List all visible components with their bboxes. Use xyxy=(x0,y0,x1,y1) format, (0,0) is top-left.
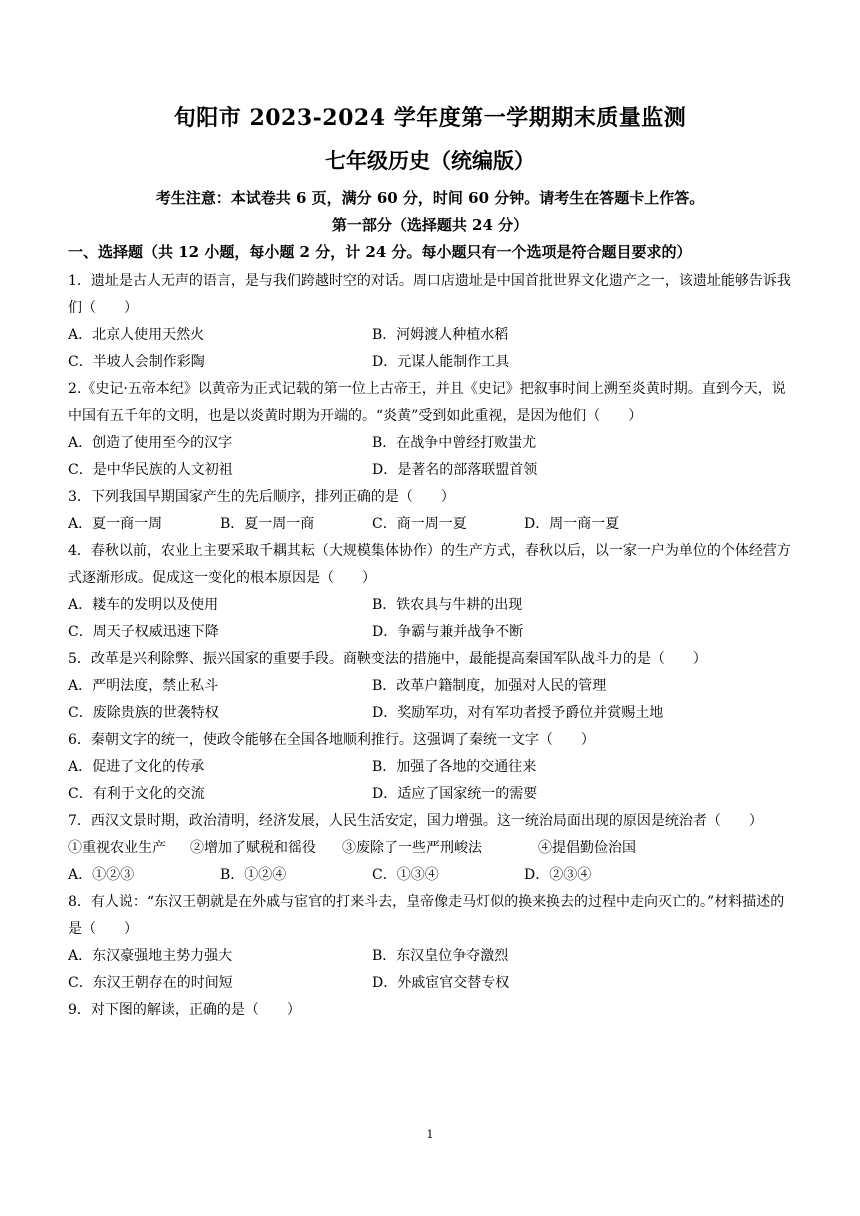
question-2-option-c[interactable]: C．是中华民族的人文初祖 xyxy=(68,462,233,478)
question-8-option-c[interactable]: C．东汉王朝存在的时间短 xyxy=(68,975,233,991)
question-7-options-row xyxy=(68,862,798,889)
question-6-options-row-2 xyxy=(68,781,798,808)
question-7-option-d[interactable]: D．②③④ xyxy=(524,867,592,883)
question-2-options-row-1 xyxy=(68,430,798,457)
question-2-option-d[interactable]: D．是著名的部落联盟首领 xyxy=(372,462,538,478)
question-8-option-d[interactable]: D．外戚宦官交替专权 xyxy=(372,975,510,991)
question-7-item-4: ④提倡勤俭治国 xyxy=(538,840,636,856)
question-7-item-2: ②增加了赋税和徭役 xyxy=(190,840,316,856)
question-2-option-b[interactable]: B．在战争中曾经打败蚩尤 xyxy=(372,435,537,451)
question-9-stem: 9．对下图的解读，正确的是（ ） xyxy=(68,1002,301,1018)
question-6-option-c[interactable]: C．有利于文化的交流 xyxy=(68,786,205,802)
question-3-option-d[interactable]: D．周一商一夏 xyxy=(524,516,620,532)
question-1-option-b[interactable]: B．河姆渡人种植水稻 xyxy=(372,327,509,343)
question-1-options-row-1 xyxy=(68,322,798,349)
question-4-option-d[interactable]: D．争霸与兼并战争不断 xyxy=(372,624,524,640)
question-8-stem: 8．有人说：“东汉王朝就是在外戚与宦官的打来斗去，皇帝像走马灯似的换来换去的过程中走向灭亡的。”材料描述的是（ ） xyxy=(68,894,785,937)
exam-notice: 考生注意：本试卷共 6 页，满分 60 分，时间 60 分钟。请考生在答题卡上作答。 xyxy=(155,189,705,207)
question-6-option-a[interactable]: A．促进了文化的传承 xyxy=(68,759,205,775)
question-7-stem: 7．西汉文景时期，政治清明，经济发展，人民生活安定，国力增强。这一统治局面出现的原因是统治者（ ） xyxy=(68,813,763,829)
question-1-options-row-2 xyxy=(68,349,798,376)
question-7-option-b[interactable]: B．①②④ xyxy=(220,867,287,883)
question-8-options-row-2 xyxy=(68,970,798,997)
question-7-option-c[interactable]: C．①③④ xyxy=(372,867,439,883)
question-5-option-d[interactable]: D．奖励军功，对有军功者授予爵位并赏赐土地 xyxy=(372,705,664,721)
question-8-option-b[interactable]: B．东汉皇位争夺激烈 xyxy=(372,948,509,964)
question-7-item-1: ①重视农业生产 xyxy=(68,840,166,856)
question-4-option-b[interactable]: B．铁农具与牛耕的出现 xyxy=(372,597,523,613)
question-4-option-c[interactable]: C．周天子权威迅速下降 xyxy=(68,624,219,640)
section-heading: 一、选择题（共 12 小题，每小题 2 分，计 24 分。每小题只有一个选项是符合题目要求的） xyxy=(68,243,692,261)
question-8-options-row-1 xyxy=(68,943,798,970)
question-6-stem: 6．秦朝文字的统一，使政令能够在全国各地顺利推行。这强调了秦统一文字（ ） xyxy=(68,732,595,748)
question-5-option-c[interactable]: C．废除贵族的世袭特权 xyxy=(68,705,219,721)
question-3-stem: 3．下列我国早期国家产生的先后顺序，排列正确的是（ ） xyxy=(68,489,455,505)
question-5-option-a[interactable]: A．严明法度，禁止私斗 xyxy=(68,678,219,694)
question-5-option-b[interactable]: B．改革户籍制度，加强对人民的管理 xyxy=(372,678,607,694)
question-4-options-row-1 xyxy=(68,592,798,619)
question-3-option-b[interactable]: B．夏一周一商 xyxy=(220,516,315,532)
question-7-items-row xyxy=(68,835,798,862)
question-2-stem: 2.《史记·五帝本纪》以黄帝为正式记载的第一位上古帝王，并且《史记》把叙事时间上溯至炎黄时期。直到今天，说中国有五千年的文明，也是以炎黄时期为开端的。“炎黄”受到如此重视，是因为他们（ ） xyxy=(68,381,786,424)
question-5-options-row-2 xyxy=(68,700,798,727)
question-7-option-a[interactable]: A．①②③ xyxy=(68,867,135,883)
question-2-options-row-2 xyxy=(68,457,798,484)
question-4-option-a[interactable]: A．耧车的发明以及使用 xyxy=(68,597,219,613)
question-4-options-row-2 xyxy=(68,619,798,646)
page-number: 1 xyxy=(426,1128,434,1141)
exam-subtitle: 七年级历史（统编版） xyxy=(325,148,535,173)
question-3-option-c[interactable]: C．商一周一夏 xyxy=(372,516,467,532)
question-4-stem: 4．春秋以前，农业上主要采取千耦其耘（大规模集体协作）的生产方式，春秋以后，以一家一户为单位的个体经营方式逐渐形成。促成这一变化的根本原因是（ ） xyxy=(68,543,791,586)
question-3-option-a[interactable]: A．夏一商一周 xyxy=(68,516,163,532)
question-8-option-a[interactable]: A．东汉豪强地主势力强大 xyxy=(68,948,233,964)
question-2-option-a[interactable]: A．创造了使用至今的汉字 xyxy=(68,435,233,451)
question-6-options-row-1 xyxy=(68,754,798,781)
part-heading: 第一部分（选择题共 24 分） xyxy=(331,216,529,234)
question-1-option-d[interactable]: D．元谋人能制作工具 xyxy=(372,354,510,370)
question-3-options-row xyxy=(68,511,798,538)
question-7-item-3: ③废除了一些严刑峻法 xyxy=(342,840,482,856)
exam-title: 旬阳市 2023-2024 学年度第一学期期末质量监测 xyxy=(173,105,687,131)
question-6-option-b[interactable]: B．加强了各地的交通往来 xyxy=(372,759,537,775)
question-1-stem: 1．遗址是古人无声的语言，是与我们跨越时空的对话。周口店遗址是中国首批世界文化遗产之一，该遗址能够告诉我们（ ） xyxy=(68,273,791,316)
question-6-option-d[interactable]: D．适应了国家统一的需要 xyxy=(372,786,538,802)
question-5-stem: 5．改革是兴利除弊、振兴国家的重要手段。商鞅变法的措施中，最能提高秦国军队战斗力的是（ ） xyxy=(68,651,707,667)
question-1-option-a[interactable]: A．北京人使用天然火 xyxy=(68,327,205,343)
question-5-options-row-1 xyxy=(68,673,798,700)
question-1-option-c[interactable]: C．半坡人会制作彩陶 xyxy=(68,354,205,370)
